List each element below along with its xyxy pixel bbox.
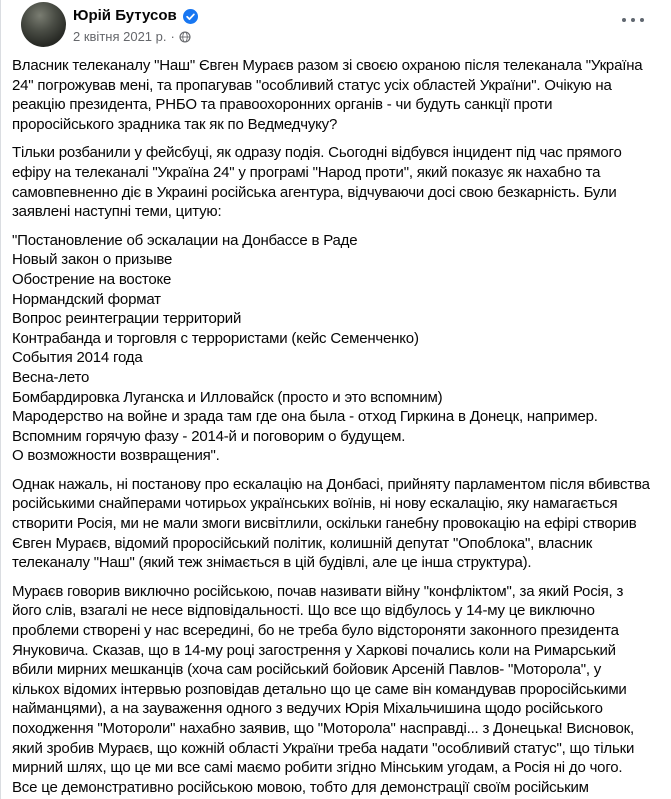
post-quote-block	[12, 231, 652, 466]
post-paragraph: Мураєв говорив виключно російською, почав називати війну "конфліктом", за який Росія, з його слів, взагалі не несе відповідальності. Що все що відбулось у 14-му це виключно проблеми створені у нас всередині, бо не треба було відстороняти законного президента Януковича. Сказав, що в 14-му році загострення у Харкові почались коли на Римарський вбили мирних мешканців (хоча сам російський бойовик Арсеній Павлов- "Моторола", у кількох відомих інтервью розповідав детально що це саме він командував проросійськими найманцями), а на зауваження одного з ведучих Юрія Міхальчишина щодо російського походження "Мотороли" нахабно заявив, що "Моторола" насправді... з Донецька! Висновок, який зробив Мураєв, що кожній області України треба надати "особливий статус", що тільки мирний шлях, що це ми все самі маємо робити згідно Мінським угодам, а Росія ні до чого.	[12, 582, 635, 777]
post-header	[1, 0, 671, 47]
avatar[interactable]	[21, 2, 66, 47]
verified-badge-icon	[183, 9, 198, 24]
globe-icon	[179, 31, 191, 43]
quote-line: О возможности возвращения".	[12, 447, 220, 465]
post-paragraph-group	[12, 582, 652, 798]
post-timestamp[interactable]: 2 квітня 2021 р.	[73, 29, 167, 44]
post-paragraph: Тільки розбанили у фейсбуці, як одразу подія. Сьогодні відбувся інцидент під час прямого ефіру на телеканалі "Україна 24" у програмі "Народ проти", який показує як нахабно та самовпевненно діє в Украині російська агентура, відчуваючи досі свою безкарність. Були заявлені наступні теми, цитую:	[12, 144, 622, 221]
post-paragraph: Однак нажаль, ні постанову про ескалацію на Донбасі, прийняту парламентом після вбивства російськими снайперами чотирьох українських воїнів, ні нову ескалацію, яку намагається створити Росія, ми не мали змоги висвітлили, оскільки ганебну провокацію на ефірі створив Євген Мураєв, відомий проросійський політик, колишній депутат "Опоблока", власник телеканалу "Наш" (який теж знімається в цій будівлі, але це інша структура).	[12, 475, 650, 572]
three-dots-icon[interactable]	[618, 14, 648, 26]
post-header-info	[73, 2, 198, 44]
quote-line: События 2014 года	[12, 349, 143, 367]
quote-line: Вспомним горячую фазу - 2014-й и поговорим о будущем.	[12, 427, 406, 445]
post-paragraph: Власник телеканалу "Наш" Євген Мураєв разом зі своєю охраною після телеканала "Україна 24" погрожував мені, та пропагував "особливий статус усіх областей України". Очікую на реакцію президента, РНБО та правоохоронних органів - чи будуть санкції проти проросійського зрадника так як по Ведмедчуку?	[12, 57, 643, 133]
meta-separator: ·	[170, 29, 175, 44]
author-name[interactable]: Юрій Бутусов	[73, 7, 177, 24]
post-meta-row	[73, 29, 198, 44]
quote-line: Бомбардировка Луганска и Илловайск (просто и это вспомним)	[12, 388, 443, 406]
quote-line: Обострение на востоке	[12, 270, 172, 288]
author-row	[73, 7, 198, 25]
quote-line: Контрабанда и торговля с террористами (кейс Семенченко)	[12, 329, 419, 347]
quote-line: Вопрос реинтеграции территорий	[12, 310, 242, 328]
quote-line: Новый закон о призыве	[12, 251, 173, 269]
quote-line: "Постановление об эскалации на Донбассе в Раде	[12, 231, 358, 249]
post-body	[1, 47, 671, 797]
quote-line: Весна-лето	[12, 368, 90, 386]
quote-line: Нормандский формат	[12, 290, 161, 308]
quote-line: Мародерство на войне и зрада там где она была - отход Гиркина в Донецк, например.	[12, 408, 598, 426]
post-paragraph: Все це демонстративно російською мовою, тобто для демонстрації своїм російським	[12, 778, 589, 796]
